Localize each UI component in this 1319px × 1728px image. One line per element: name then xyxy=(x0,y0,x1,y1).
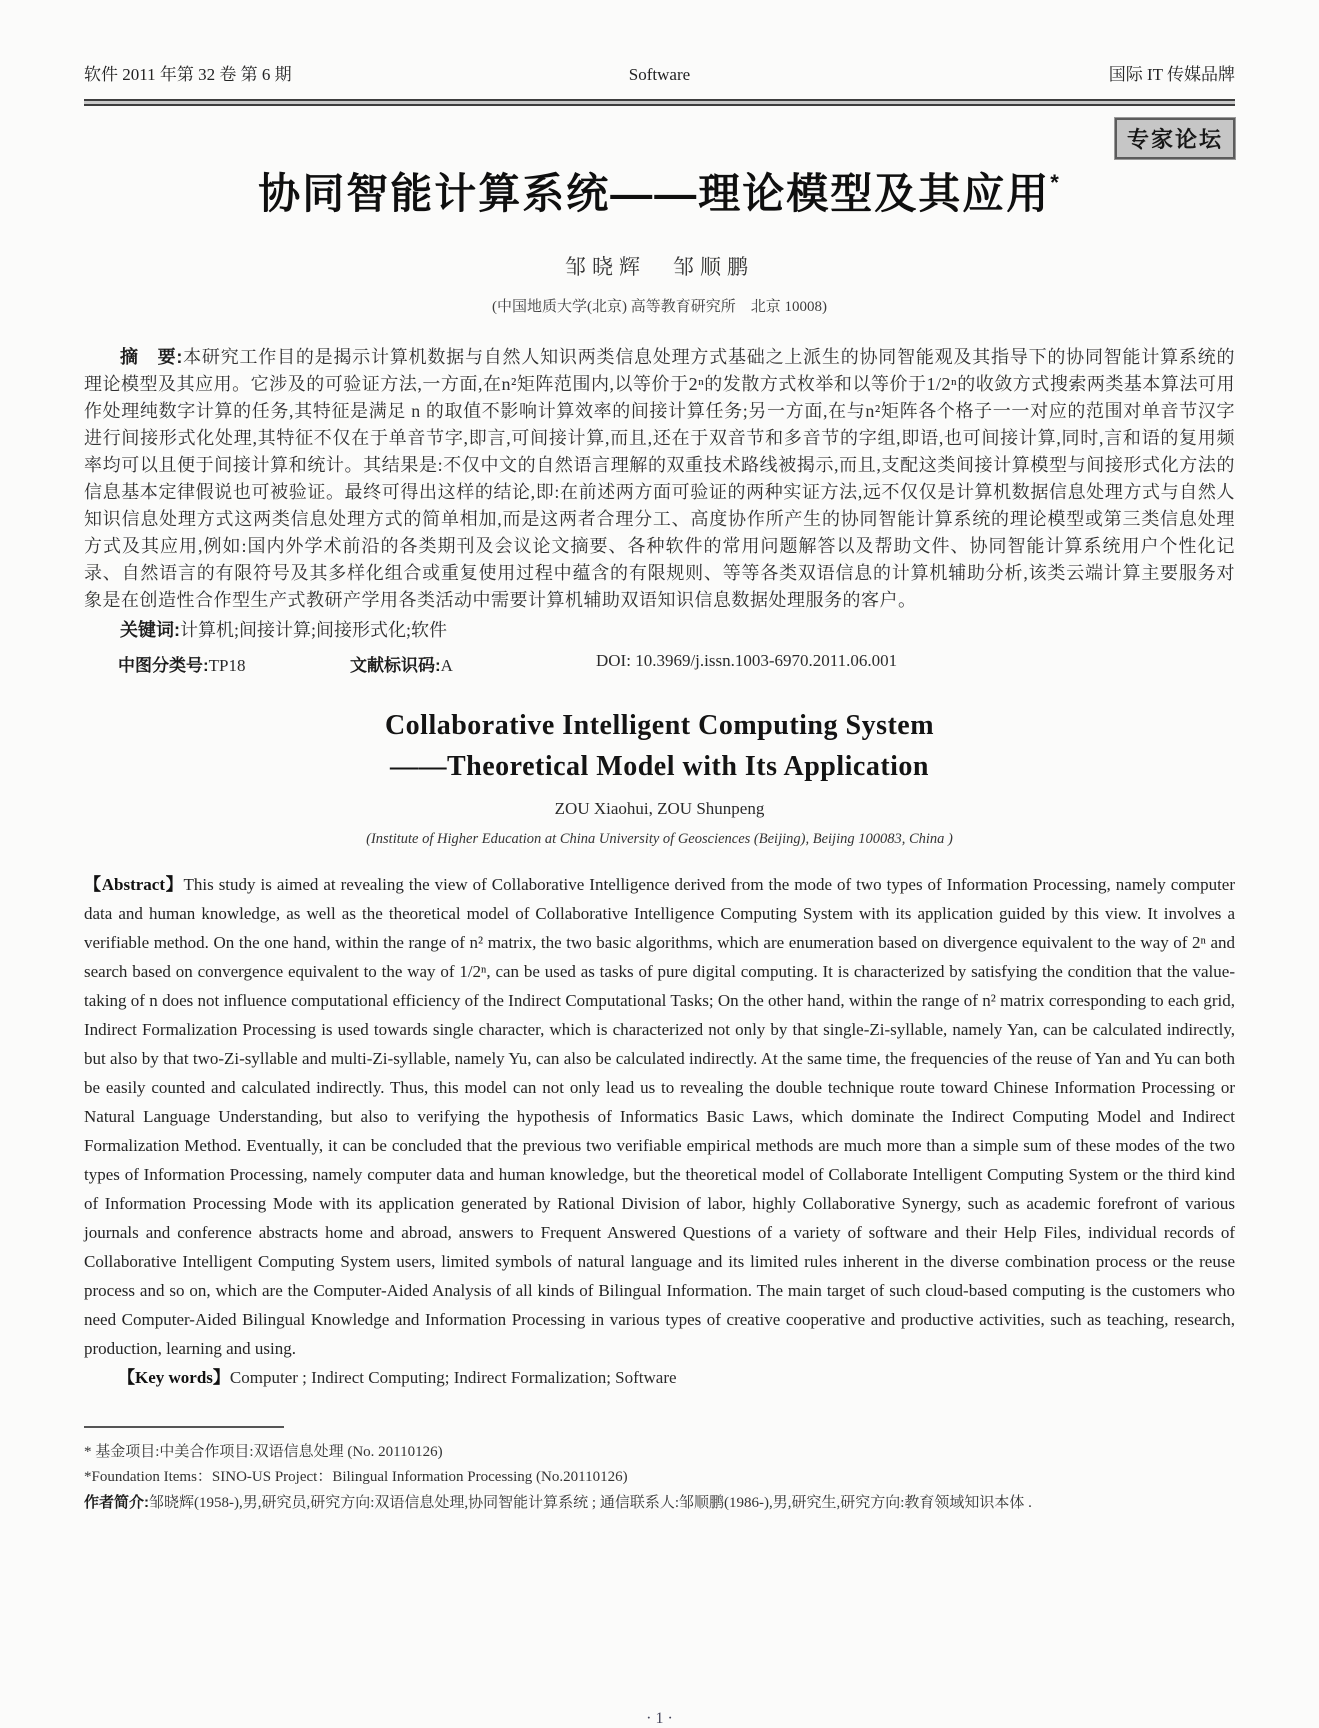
paper-title-cn xyxy=(84,161,1235,221)
footnote-author-bio-label: 作者简介: xyxy=(84,1494,149,1512)
affiliation-cn: (中国地质大学(北京) 高等教育研究所 北京 10008) xyxy=(492,299,827,315)
abstract-en-text: This study is aimed at revealing the view of Collaborative Intelligence derived from the mode of two types of Information Processing, namely computer data and human knowledge, as well as the theoretical model of Collaborative Intelligence Computing System with its application guided by this view. It involves a verifiable method. On the one hand, within the range of n² matrix, the two basic algorithms, which are enumeration based on divergence equivalent to the way of 2ⁿ and search based on convergence equivalent to the way of 1/2ⁿ, can be used as tasks of pure digital computing. It is characterized by satisfying the condition that the value-taking of n does not influence computational efficiency of the Indirect Computational Tasks; On the other hand, within the range of n² matrix corresponding to each grid, Indirect Formalization Processing is used towards single character, which is characterized not only by that single-Zi-syllable, namely Yan, can be calculated indirectly, but also by that two-Zi-syllable and multi-Zi-syllable, namely Yu, can also be calculated indirectly. At the same time, the frequencies of the reuse of Yan and Yu can both be easily counted and calculated indirectly. Thus, this model can not only lead us to revealing the double technique route toward Chinese Information Processing or Natural Language Understanding, but also to verifying the hypothesis of Informatics Basic Laws, which dominate the Indirect Computing Model and Indirect Formalization Method. Eventually, it can be concluded that the previous two verifiable empirical methods are much more than a simple sum of these modes of the two types of Information Processing, namely computer data and human knowledge, but the theoretical model of Collaborate Intelligent Computing System or the third kind of Information Processing Mode with its application generated by Rational Division of labor, highly Collaborative Synergy, such as academic forefront of various journals and conference abstracts home and abroad, answers to Frequent Answered Questions of a variety of software and their Help Files, individual records of Collaborative Intelligent Computing System users, limited symbols of natural language and its limited rules inherent in the diverse combination process or the reuse process and so on, which are the Computer-Aided Analysis of all kinds of Bilingual Information. The main target of such cloud-based computing is the customers who need Computer-Aided Bilingual Knowledge and Information Processing in various types of creative cooperative and productive activities, such as teaching, research, production, learning and using. xyxy=(84,875,1235,1359)
header-double-rule xyxy=(84,99,1235,106)
document-code-label: 文献标识码: xyxy=(350,656,441,675)
expert-forum-badge: 专家论坛 xyxy=(1115,118,1235,159)
affiliation-en: (Institute of Higher Education at China University of Geosciences (Beijing), Beijing 100083, China ) xyxy=(366,831,953,848)
footnote-author-bio-text: 邹晓辉(1958-),男,研究员,研究方向:双语信息处理,协同智能计算系统 ; 通信联系人:邹顺鹏(1986-),男,研究生,研究方向:教育领域知识本体 . xyxy=(149,1495,1032,1512)
paper-title-en-line2: ——Theoretical Model with Its Application xyxy=(389,750,930,782)
badge-row xyxy=(84,118,1235,159)
paper-title-en xyxy=(84,706,1235,787)
abstract-cn-text: 本研究工作目的是揭示计算机数据与自然人知识两类信息处理方式基础之上派生的协同智能观及其指导下的协同智能计算系统的理论模型及其应用。它涉及的可验证方法,一方面,在n²矩阵范围内,以等价于2ⁿ的发散方式枚举和以等价于1/2ⁿ的收敛方式搜索两类基本算法可用作处理纯数字计算的任务,其特征是满足 n 的取值不影响计算效率的间接计算任务;另一方面,在与n²矩阵各个格子一一对应的范围对单音节汉字进行间接形式化处理,其特征不仅在于单音节字,即言,可间接计算,而且,还在于双音节和多音节的字组,即语,也可间接计算,同时,言和语的复用频率均可以且便于间接计算和统计。其结果是:不仅中文的自然语言理解的双重技术路线被揭示,而且,支配这类间接计算模型与间接形式化方法的信息基本定律假说也可被验证。最终可得出这样的结论,即:在前述两方面可验证的两种实证方法,远不仅仅是计算机数据信息处理方式与自然人知识信息处理方式这两类信息处理方式的简单相加,而是这两者合理分工、高度协作所产生的协同智能计算系统的理论模型或第三类信息处理方式及其应用,例如:国内外学术前沿的各类期刊及会议论文摘要、各种软件的常用问题解答以及帮助文件、协同智能计算系统用户个性化记录、自然语言的有限符号及其多样化组合或重复使用过程中蕴含的有限规则、等等各类双语信息的计算机辅助分析,该类云端计算主要服务对象是在创造性合作型生产式教研产学用各类活动中需要计算机辅助双语知识信息数据处理服务的客户。 xyxy=(84,347,1235,610)
footnotes xyxy=(84,1440,1235,1516)
keywords-en-label: 【Key words】 xyxy=(118,1368,230,1388)
authors-en: ZOU Xiaohui, ZOU Shunpeng xyxy=(554,799,765,819)
journal-name-en: Software xyxy=(628,65,691,84)
title-footnote-mark: * xyxy=(1050,170,1061,195)
doi: DOI: 10.3969/j.issn.1003-6970.2011.06.001 xyxy=(596,651,898,670)
keywords-cn-text: 计算机;间接计算;间接形式化;软件 xyxy=(180,620,448,640)
clc-value: TP18 xyxy=(208,656,246,675)
abstract-cn-label: 摘 要: xyxy=(120,347,183,367)
document-code-value: A xyxy=(440,656,453,675)
clc-label: 中图分类号: xyxy=(118,656,209,675)
keywords-en xyxy=(84,1363,1235,1392)
keywords-en-text: Computer ; Indirect Computing; Indirect Formalization; Software xyxy=(229,1368,677,1388)
footnote-author-bio xyxy=(84,1490,1235,1516)
abstract-cn xyxy=(84,344,1235,614)
abstract-en-label: 【Abstract】 xyxy=(84,875,184,895)
page-number: · 1 · xyxy=(646,1710,673,1727)
paper-title-cn-text: 协同智能计算系统——理论模型及其应用 xyxy=(258,170,1051,217)
authors-cn: 邹晓辉 邹顺鹏 xyxy=(565,255,754,279)
keywords-cn xyxy=(84,617,1235,644)
clc-number xyxy=(118,651,350,676)
document-code xyxy=(350,651,596,676)
keywords-cn-label: 关键词: xyxy=(120,620,180,640)
journal-issue-info: 软件 2011 年第 32 卷 第 6 期 xyxy=(84,65,292,84)
classification-row xyxy=(84,651,1235,676)
footnote-separator xyxy=(84,1426,284,1428)
footnote-fund-en: *Foundation Items：SINO-US Project：Bilingual Information Processing (No.20110126) xyxy=(84,1469,628,1486)
paper-title-en-line1: Collaborative Intelligent Computing System xyxy=(384,710,935,741)
journal-tagline: 国际 IT 传媒品牌 xyxy=(1108,65,1235,84)
footnote-fund-cn: * 基金项目:中美合作项目:双语信息处理 (No. 20110126) xyxy=(84,1444,443,1461)
abstract-en xyxy=(84,870,1235,1363)
journal-header xyxy=(84,0,1235,85)
